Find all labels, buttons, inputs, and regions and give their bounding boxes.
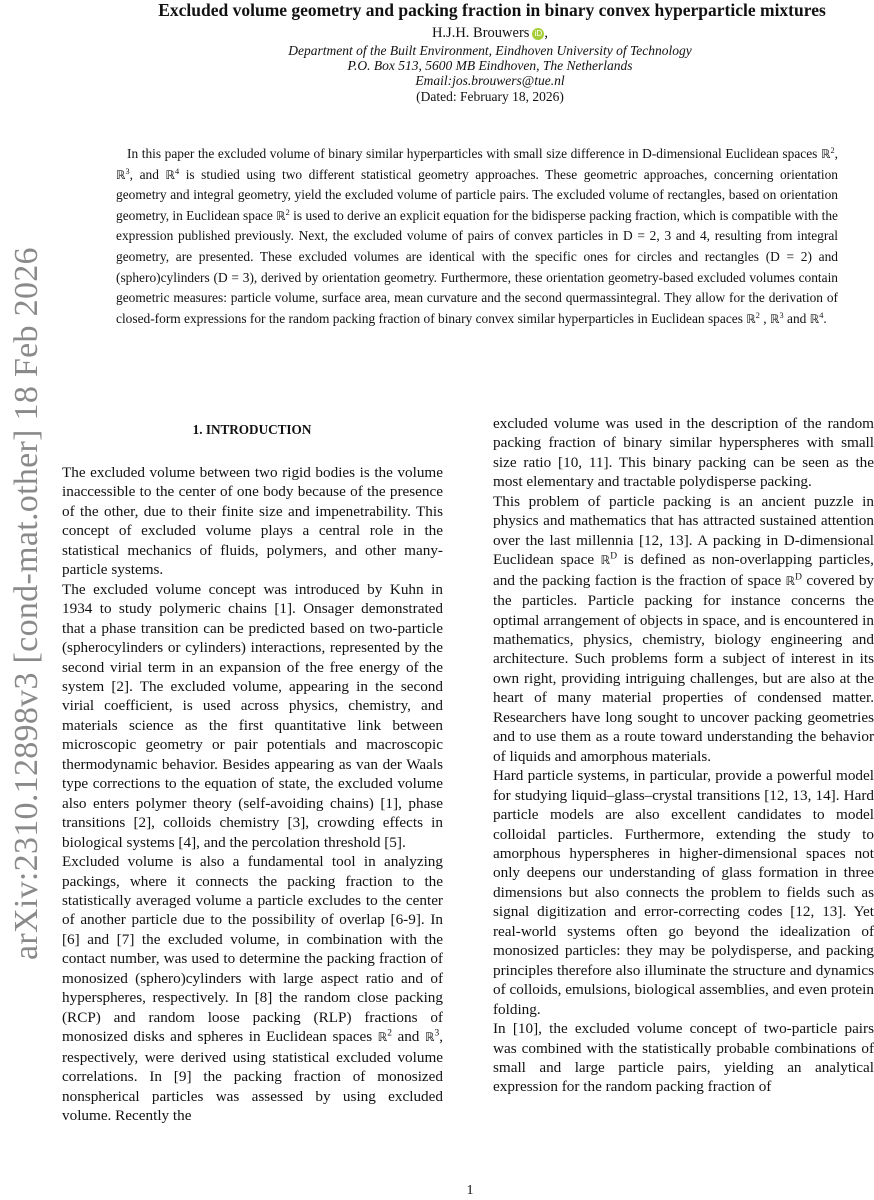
dimension-superscript: 3	[125, 166, 130, 176]
orcid-icon[interactable]: iD	[532, 28, 544, 40]
dimension-superscript: 2	[387, 1028, 392, 1039]
abstract-text: In this paper the excluded volume of binary similar hyperparticles with small size difference in D-dimensional Euclidean spaces	[127, 146, 821, 161]
abstract-text: , and	[129, 166, 166, 182]
real-space-symbol: ℝ	[116, 167, 126, 182]
paper-title: Excluded volume geometry and packing fraction in binary convex hyperparticle mixtures	[158, 0, 826, 20]
real-space-symbol: ℝ	[377, 1030, 388, 1045]
section-heading-introduction: 1. INTRODUCTION	[192, 422, 312, 437]
email-address[interactable]: Email:jos.brouwers@tue.nl	[415, 73, 565, 88]
dimension-superscript: D	[795, 571, 802, 582]
body-paragraph	[493, 492, 874, 766]
body-text: This problem of particle packing is an ancient puzzle in physics and mathematics that has attracted sustained attention over the last millennia [12, 13]. A packing in D-dimensional Euclidean space	[493, 492, 874, 569]
dated-line: (Dated: February 18, 2026)	[416, 89, 564, 104]
right-column	[493, 414, 874, 1097]
real-space-symbol: ℝ	[600, 553, 611, 568]
real-space-symbol: ℝ	[785, 573, 796, 588]
body-paragraph: excluded volume was used in the description of the random packing fraction of binary similar hyperspheres with small size ratio [10, 11]. This binary packing can be seen as the most elementary and tractable polydisperse packing.	[493, 415, 874, 491]
arxiv-identifier-stamp: arXiv:2310.12898v3 [cond-mat.other] 18 Feb 2026	[8, 247, 45, 960]
real-space-symbol: ℝ	[424, 1030, 435, 1045]
body-text: covered by the particles. Particle packing for instance concerns the optimal arrangement of objects in space, and is encountered in mathematics, physics, chemistry, biology engineering and architecture. Such problems form a subject of interest in its own right, providing intriguing challenges, but are also at the heart of many material properties of condensed matter. Researchers have long sought to uncover packing geometries and to use them as a route toward understanding the behavior of liquids and amorphous materials.	[493, 571, 874, 765]
page-number: 1	[466, 1183, 474, 1198]
real-space-symbol: ℝ	[746, 311, 756, 326]
real-space-symbol: ℝ	[165, 167, 175, 182]
abstract-text: ,	[759, 310, 770, 326]
body-paragraph: The excluded volume between two rigid bodies is the volume inaccessible to the center of one body because of the presence of the other, due to their finite size and impenetrability. This concept of excluded volume plays a central role in the statistical mechanics of fluids, polymers, and other many-particle systems.	[62, 464, 443, 579]
body-paragraph: Hard particle systems, in particular, provide a powerful model for studying liquid–glass–crystal transitions [12, 13, 14]. Hard particle models are also excellent candidates to model colloidal particles. Furthermore, extending the study to amorphous hyperspheres in higher-dimensional spaces not only deepens our understanding of glass formation in three dimensions but also connects the problem to fields such as signal digitization and error-correcting codes [12, 13]. Yet real-world systems often go beyond the idealization of monosized particles: they may be polydisperse, and packing principles therefore also illuminate the structure and dynamics of colloids, emulsions, biological assemblies, and even protein folding.	[493, 767, 874, 1018]
abstract-text: is studied using two different statistical geometry approaches. These geometric approaches, concerning orientation geometry and integral geometry, yield the excluded volume of particle pairs. The excluded volume of rectangles, based on orientation geometry, in Euclidean space	[116, 166, 838, 223]
dimension-superscript: 3	[779, 310, 784, 320]
affiliation: Department of the Built Environment, Eindhoven University of Technology	[288, 43, 692, 58]
body-paragraph: The excluded volume concept was introduced by Kuhn in 1934 to study polymeric chains [1]. Onsager demonstrated that a phase transition can be predicted based on two-particle (spherocylinders or cylinders) interactions, represented by the second virial term in an expansion of the free energy of the system [2]. The excluded volume, appearing in the second virial coefficient, is used across physics, chemistry, and materials science as the first quantitative link between microscopic geometry or pair potentials and macroscopic thermodynamic behavior. Besides appearing as van der Waals type corrections to the equation of state, the excluded volume also enters polymer theory (self-avoiding chains) [1], phase transitions [2], colloids chemistry [3], crowding effects in biological systems [4], and the percolation threshold [5].	[62, 580, 443, 851]
dimension-superscript: 2	[755, 310, 760, 320]
dimension-superscript: 2	[285, 207, 290, 217]
abstract	[116, 144, 838, 329]
left-column	[62, 463, 443, 1125]
abstract-text: .	[823, 310, 827, 326]
abstract-text: ,	[834, 146, 838, 161]
dimension-superscript: 2	[830, 146, 835, 156]
author-name: H.J.H. Brouwers	[431, 25, 530, 41]
dimension-superscript: 4	[174, 166, 180, 176]
body-paragraph	[62, 852, 443, 1125]
author-suffix: ,	[544, 25, 549, 41]
postal-address: P.O. Box 513, 5600 MB Eindhoven, The Netherlands	[347, 58, 633, 73]
real-space-symbol: ℝ	[276, 208, 286, 223]
body-paragraph: In [10], the excluded volume concept of two-particle pairs was combined with the statistically probable combinations of small and large particle pairs, yielding an analytical expression for the random packing fraction of	[493, 1020, 874, 1096]
author-line	[300, 25, 680, 42]
body-text: is defined as non-overlapping particles, and the packing faction is the fraction of space	[493, 551, 874, 589]
body-text: Excluded volume is also a fundamental tool in analyzing packings, where it connects the packing fraction to the statistically averaged volume a particle excludes to the center of another particle due to the possibility of overlap [6-9]. In [6] and [7] the excluded volume, in combination with the contact number, was used to determine the packing fraction of monosized (sphero)cylinders with large aspect ratio and of hyperspheres, respectively. In [8] the random close packing (RCP) and random loose packing (RLP) fractions of monosized disks and spheres in Euclidean spaces	[62, 853, 443, 1046]
dimension-superscript: 4	[819, 310, 824, 320]
abstract-text: is used to derive an explicit equation for the bidisperse packing fraction, which is compatible with the expression published previously. Next, the excluded volume of pairs of convex particles in D = 2, 3 and 4, resulting from integral geometry, are presented. These excluded volumes are identical with the specific ones for circles and rectangles (D = 2) and (sphero)cylinders (D = 3), derived by orientation geometry. Furthermore, these orientation geometry-based excluded volumes contain geometric measures: particle volume, surface area, mean curvature and the second quermassintegral. They allow for the derivation of closed-form expressions for the random packing fraction of binary convex similar hyperparticles in Euclidean spaces	[116, 207, 838, 326]
dimension-superscript: D	[610, 551, 617, 562]
real-space-symbol: ℝ	[769, 311, 780, 326]
dimension-superscript: 3	[434, 1028, 440, 1039]
body-text: , respectively, were derived using statistical excluded volume correlations. In [9] the packing fraction of monosized nonspherical particles was assessed by using excluded volume. Recently the	[62, 1028, 443, 1124]
body-text: and	[391, 1028, 425, 1046]
real-space-symbol: ℝ	[809, 311, 820, 326]
real-space-symbol: ℝ	[820, 147, 831, 161]
abstract-text: and	[783, 310, 810, 326]
